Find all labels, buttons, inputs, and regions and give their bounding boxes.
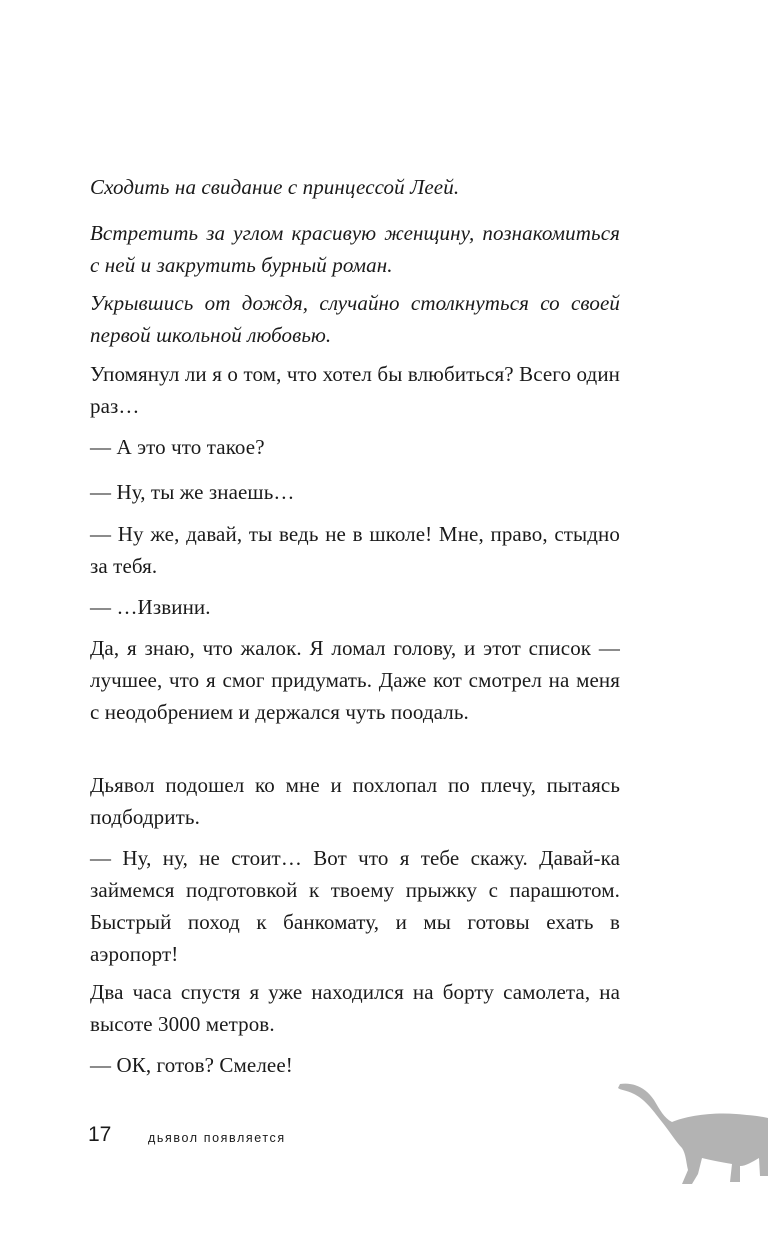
paragraph-7: — Ну же, давай, ты ведь не в школе! Мне, право, стыдно за тебя. <box>90 522 620 578</box>
paragraph-8: — …Извини. <box>90 595 211 619</box>
paragraph-1: Сходить на свидание с принцессой Леей. <box>90 175 460 199</box>
paragraph-3: Укрывшись от дождя, случайно столкнуться со своей первой школьной любовью. <box>90 291 620 347</box>
cat-silhouette-icon <box>616 1078 768 1188</box>
page-number: 17 <box>88 1123 112 1146</box>
paragraph-6: — Ну, ты же знаешь… <box>90 480 295 504</box>
running-head: дьявол появляется <box>148 1131 286 1145</box>
paragraph-4: Упомянул ли я о том, что хотел бы влюбиться? Всего один раз… <box>90 362 620 418</box>
paragraph-12: Два часа спустя я уже находился на борту самолета, на высоте 3000 метров. <box>90 980 620 1036</box>
paragraph-11: — Ну, ну, не стоит… Вот что я тебе скажу. Давай-ка займемся подготовкой к твоему прыжку с парашютом. Быстрый поход к банкомату, и мы готовы ехать в аэропорт! <box>90 846 620 966</box>
paragraph-2: Встретить за углом красивую женщину, познакомиться с ней и закрутить бурный роман. <box>90 221 620 277</box>
paragraph-13: — ОК, готов? Смелее! <box>90 1053 293 1077</box>
paragraph-9: Да, я знаю, что жалок. Я ломал голову, и этот список — лучшее, что я смог придумать. Даже кот смотрел на меня с неодобрением и держался чуть поодаль. <box>90 636 620 724</box>
paragraph-10: Дьявол подошел ко мне и похлопал по плечу, пытаясь подбодрить. <box>90 773 620 829</box>
paragraph-5: — А это что такое? <box>90 435 265 459</box>
